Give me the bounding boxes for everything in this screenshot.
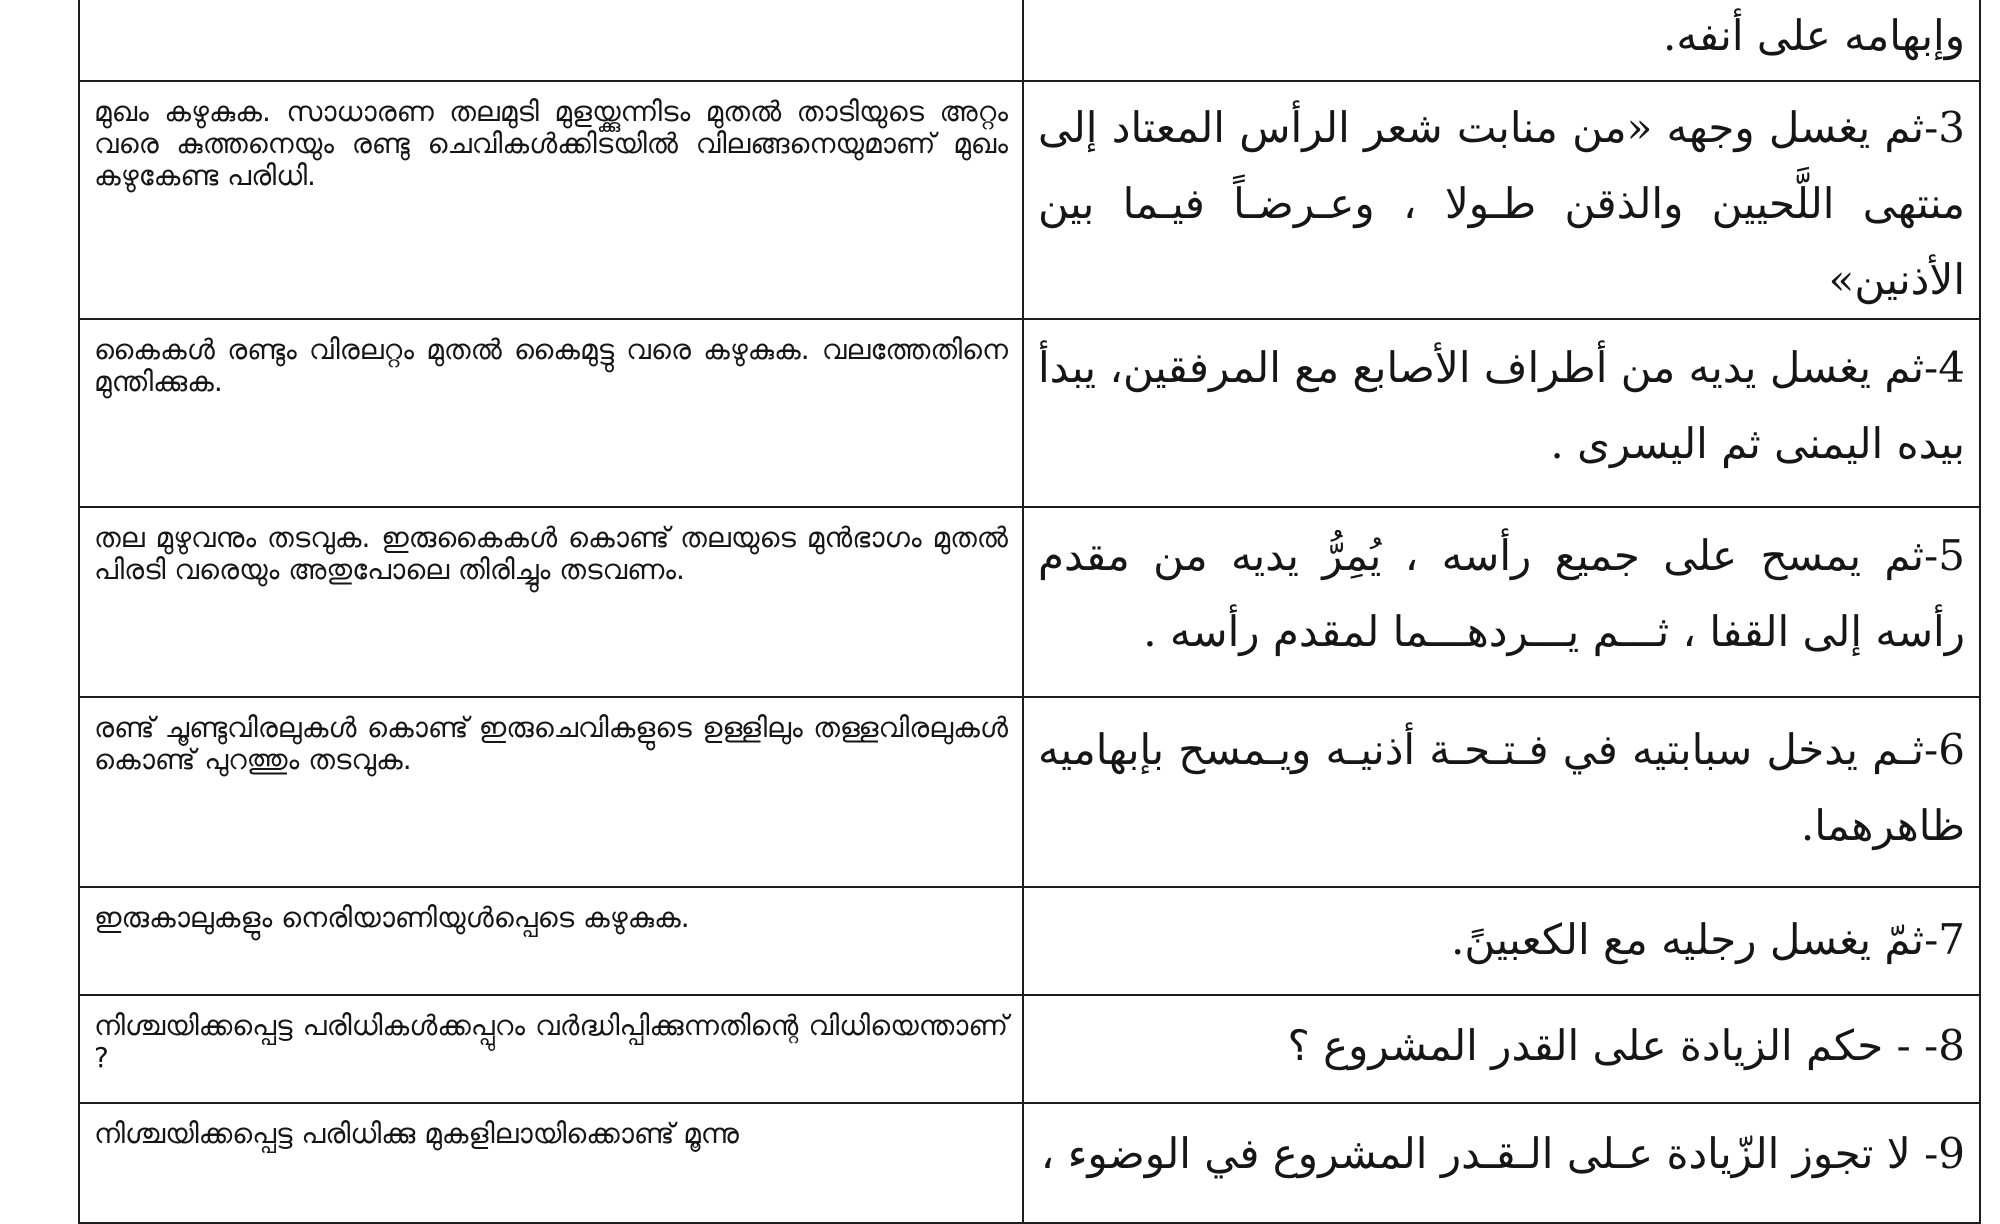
arabic-cell: [1023, 319, 1980, 507]
malayalam-cell: [79, 0, 1023, 81]
arabic-cell: [1023, 81, 1980, 319]
malayalam-cell: [79, 697, 1023, 887]
malayalam-cell: [79, 1103, 1023, 1223]
malayalam-cell: [79, 995, 1023, 1103]
table-row: [79, 887, 1980, 995]
arabic-text: وإبهامه على أنفه.: [1663, 11, 1965, 60]
table-row: [79, 995, 1980, 1103]
table-row: [79, 319, 1980, 507]
table-row: [79, 81, 1980, 319]
table-row: [79, 0, 1980, 81]
malayalam-text: ഇരുകാലുകളും നെരിയാണിയുൾപ്പെടെ കഴുകുക.: [94, 901, 690, 934]
arabic-cell: [1023, 887, 1980, 995]
malayalam-cell: [79, 319, 1023, 507]
malayalam-text: രണ്ട് ചൂണ്ടുവിരലുകൾ കൊണ്ട് ഇരുചെവികളുടെ ഉള്ളിലും തള്ളവിരലുകൾ കൊണ്ട് പുറത്തും തടവുക.: [94, 711, 1008, 776]
arabic-text: 3-ثم يغسل وجهه «من منابت شعر الرأس المعتاد إلى منتهى اللَّحيين والذقن طـولا ، وعـرضـاً فيـما بين الأذنين»: [1038, 103, 1965, 304]
malayalam-text: നിശ്ചയിക്കപ്പെട്ട പരിധിക്കു മുകളിലായിക്കൊണ്ട് മൂന്നു: [94, 1117, 739, 1150]
arabic-text: 8- - حكم الزيادة على القدر المشروع ؟: [1287, 1021, 1965, 1070]
arabic-text: 4-ثم يغسل يديه من أطراف الأصابع مع المرفقين، يبدأ بيده اليمنى ثم اليسرى .: [1038, 343, 1965, 468]
arabic-cell: [1023, 1103, 1980, 1223]
malayalam-cell: [79, 507, 1023, 697]
arabic-cell: [1023, 507, 1980, 697]
malayalam-text: നിശ്ചയിക്കപ്പെട്ട പരിധികൾക്കപ്പുറം വർദ്ധിപ്പിക്കുന്നതിന്റെ വിധിയെന്താണ് ?: [94, 1009, 1008, 1074]
malayalam-cell: [79, 81, 1023, 319]
table-row: [79, 1103, 1980, 1223]
arabic-text: 6-ثـم يدخل سبابتيه في فـتـحـة أذنيـه ويـمسح بإبهاميه ظاهرهما.: [1038, 725, 1965, 850]
malayalam-cell: [79, 887, 1023, 995]
arabic-text: 9- لا تجوز الزّيادة عـلى الـقـدر المشروع في الوضوء ،: [1040, 1129, 1965, 1178]
malayalam-text: തല മുഴുവനും തടവുക. ഇരുകൈകൾ കൊണ്ട് തലയുടെ മുൻഭാഗം മുതൽ പിരടി വരെയും അതുപോലെ തിരിച്ചും തടവണം.: [94, 521, 1008, 586]
arabic-text: 5-ثم يمسح على جميع رأسه ، يُمِرُّ يديه من مقدم رأسه إلى القفا ، ثـــم يـــردهـــما لمقدم رأسه .: [1038, 531, 1965, 656]
arabic-cell: [1023, 0, 1980, 81]
arabic-cell: [1023, 697, 1980, 887]
arabic-cell: [1023, 995, 1980, 1103]
bilingual-table: [78, 0, 1981, 1224]
table-row: [79, 697, 1980, 887]
malayalam-text: മുഖം കഴുകുക. സാധാരണ തലമുടി മുളയ്ക്കുന്നിടം മുതൽ താടിയുടെ അറ്റം വരെ കുത്തനെയും രണ്ടു ചെവികൾക്കിടയിൽ വിലങ്ങനെയുമാണ് മുഖം കഴുകേണ്ട പരിധി.: [94, 95, 1008, 192]
arabic-text: 7-ثمّ يغسل رجليه مع الكعبينً.: [1451, 915, 1965, 964]
malayalam-text: കൈകൾ രണ്ടും വിരലറ്റം മുതൽ കൈമുട്ടു വരെ കഴുകുക. വലത്തേതിനെ മുന്തിക്കുക.: [94, 333, 1008, 398]
table-row: [79, 507, 1980, 697]
